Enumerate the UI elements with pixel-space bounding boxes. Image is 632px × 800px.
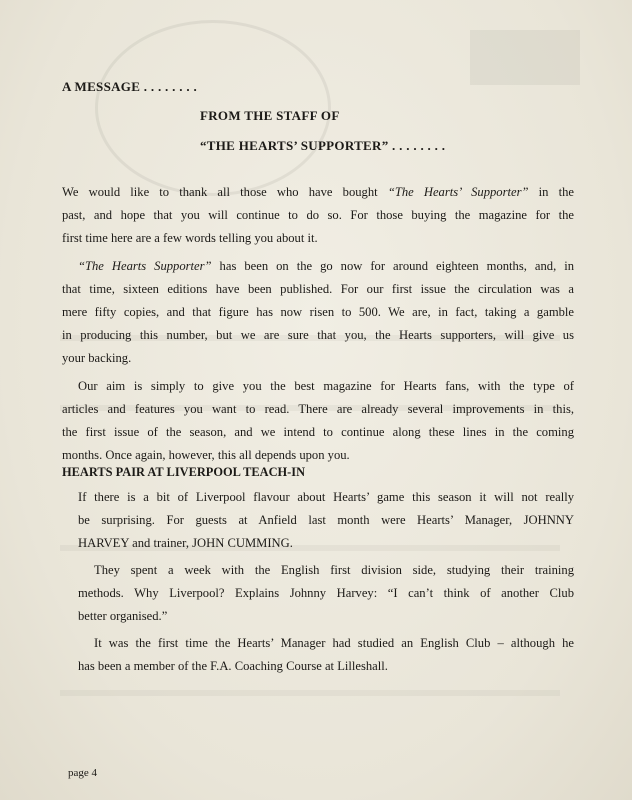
- p1-line-1: [62, 186, 574, 199]
- p2-line-1: [78, 260, 574, 273]
- header-line-3: “THE HEARTS’ SUPPORTER” . . . . . . . .: [200, 138, 446, 153]
- p5-line-1: They spent a week with the English first division side, studying their training: [94, 563, 574, 577]
- p5-line-3: better organised.”: [78, 609, 168, 623]
- text-run: has been on the go now for around eighteen months, and, in: [211, 259, 575, 273]
- text-run: in the: [528, 185, 574, 199]
- p4-line-3: HARVEY and trainer, JOHN CUMMING.: [78, 536, 293, 550]
- p4-line-2: be surprising. For guests at Anfield last month were Hearts’ Manager, JOHNNY: [78, 513, 574, 527]
- p6-line-2: has been a member of the F.A. Coaching Course at Lilleshall.: [78, 659, 388, 673]
- section-heading: HEARTS PAIR AT LIVERPOOL TEACH-IN: [62, 465, 306, 479]
- magazine-title: “The Hearts Supporter”: [78, 259, 212, 273]
- p3-line-1: Our aim is simply to give you the best magazine for Hearts fans, with the type of: [78, 379, 574, 393]
- p2-line-4: in producing this number, but we are sure that you, the Hearts supporters, will give us: [62, 328, 574, 342]
- p3-line-3: the first issue of the season, and we intend to continue along these lines in the coming: [62, 425, 574, 439]
- text-run: We would like to thank all those who have bought: [62, 185, 388, 199]
- header-line-1: A MESSAGE . . . . . . . .: [62, 79, 197, 94]
- p5-line-2: methods. Why Liverpool? Explains Johnny Harvey: “I can’t think of another Club: [78, 586, 574, 600]
- page-number: page 4: [68, 767, 98, 779]
- p3-line-4: months. Once again, however, this all depends upon you.: [62, 448, 350, 462]
- magazine-title: “The Hearts’ Supporter”: [387, 185, 529, 199]
- p2-line-2: that time, sixteen editions have been published. For our first issue the circulation was a: [62, 282, 574, 296]
- p2-line-5: your backing.: [62, 351, 132, 365]
- p6-line-1: It was the first time the Hearts’ Manager had studied an English Club – although he: [94, 636, 574, 650]
- p3-line-2: articles and features you want to read. There are already several improvements in this,: [62, 402, 574, 416]
- p2-line-3: mere fifty copies, and that figure has now risen to 500. We are, in fact, taking a gamble: [62, 305, 574, 319]
- p1-line-2: past, and hope that you will continue to do so. For those buying the magazine for the: [62, 208, 574, 222]
- p4-line-1: If there is a bit of Liverpool flavour about Hearts’ game this season it will not really: [78, 490, 574, 504]
- header-line-2: FROM THE STAFF OF: [200, 108, 340, 123]
- p1-line-3: first time here are a few words telling you about it.: [62, 231, 318, 245]
